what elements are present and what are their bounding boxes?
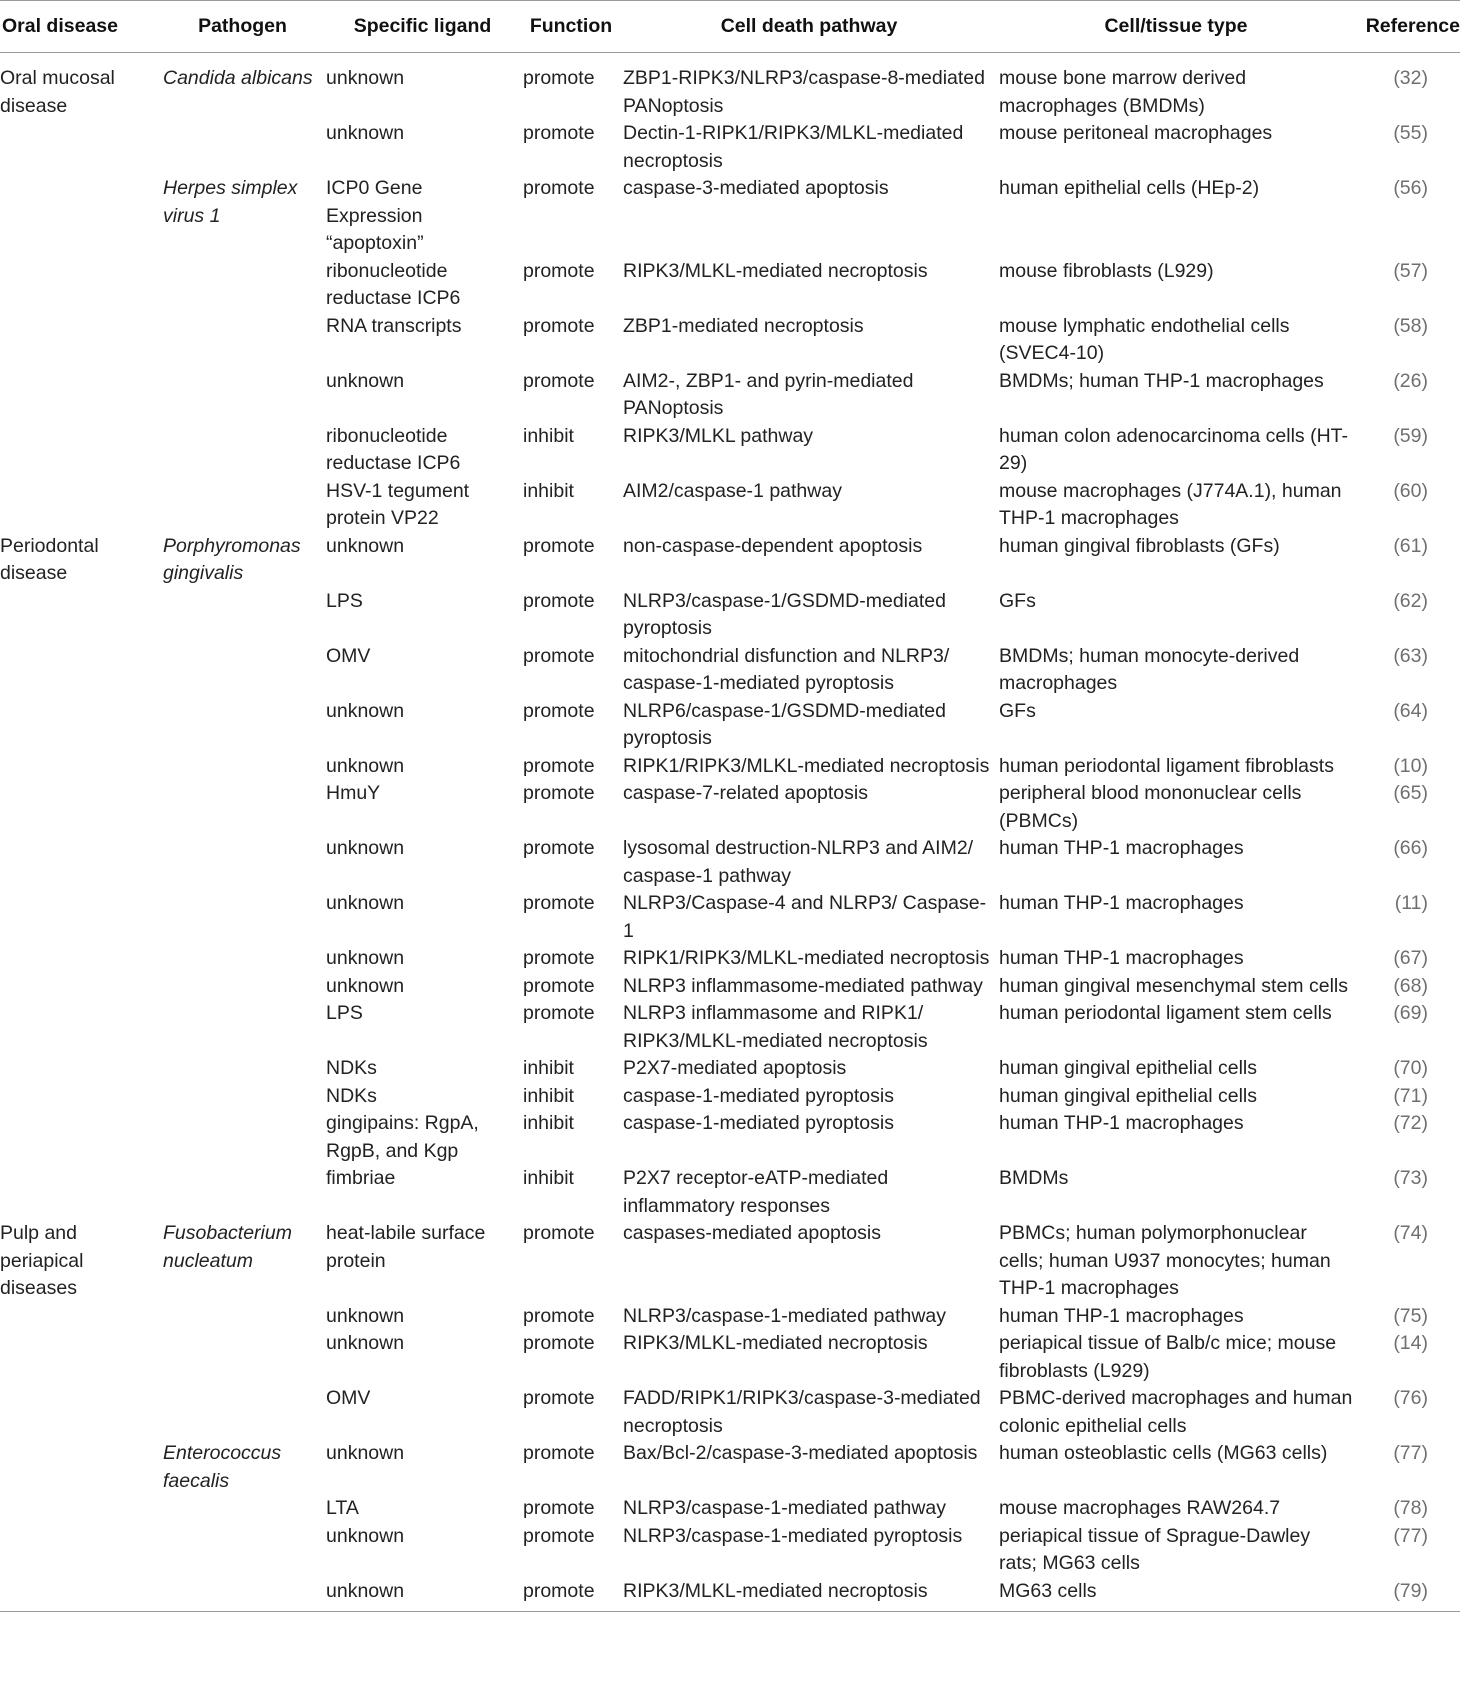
header-row: [0, 1, 1460, 53]
table-row: [0, 423, 1460, 478]
cell-tissue-type: BMDMs; human THP-1 macrophages: [999, 369, 1324, 392]
cell-oral-disease: [0, 120, 161, 175]
cell-pathogen: [161, 1303, 324, 1331]
table-row: [0, 1083, 1460, 1111]
cell-oral-disease: [0, 258, 161, 313]
cell-pathogen: [161, 423, 324, 478]
cell-reference: (66): [1393, 837, 1428, 859]
cell-tissue-type: human THP-1 macrophages: [999, 947, 1244, 969]
cell-reference: (14): [1393, 1332, 1428, 1354]
cell-function: promote: [523, 1387, 595, 1409]
cell-specific-ligand: NDKs: [326, 1057, 377, 1079]
cell-death-pathway: RIPK3/MLKL-mediated necroptosis: [623, 259, 928, 282]
cell-specific-ligand: ICP0 Gene Expression “apoptoxin”: [326, 177, 424, 254]
cell-death-pathway: caspase-1-mediated pyroptosis: [623, 1084, 894, 1107]
table-row: [0, 1110, 1460, 1165]
cell-tissue-type: human periodontal ligament stem cells: [999, 1002, 1332, 1024]
cell-death-pathway: AIM2-, ZBP1- and pyrin-mediated PANoptosis: [623, 369, 914, 419]
cell-function: promote: [523, 1524, 595, 1547]
cell-oral-disease: [0, 1578, 161, 1612]
cell-death-pathway: P2X7-mediated apoptosis: [623, 1057, 847, 1079]
cell-oral-disease: [0, 1495, 161, 1523]
cell-pathogen: [161, 753, 324, 781]
cell-pathogen: [161, 1523, 324, 1578]
cell-specific-ligand: unknown: [326, 1442, 405, 1464]
cell-death-pathway: NLRP3/caspase-1-mediated pathway: [623, 1497, 947, 1519]
cell-death-pathway: P2X7 receptor-eATP-mediated inflammatory responses: [623, 1167, 889, 1217]
pathogen-name: Fusobacterium nucleatum: [163, 1222, 292, 1272]
table-row: [0, 835, 1460, 890]
cell-reference: (78): [1393, 1497, 1428, 1519]
cell-death-pathway: NLRP3/caspase-1-mediated pyroptosis: [623, 1524, 963, 1547]
cell-death-pathway: lysosomal destruction-NLRP3 and AIM2/ caspase-1 pathway: [623, 837, 974, 887]
cell-specific-ligand: ribonucleotide reductase ICP6: [326, 424, 461, 474]
table-row: [0, 313, 1460, 368]
table-row: [0, 478, 1460, 533]
cell-specific-ligand: OMV: [326, 644, 371, 667]
table-row: [0, 120, 1460, 175]
cell-specific-ligand: unknown: [326, 837, 405, 859]
cell-tissue-type: periapical tissue of Sprague-Dawley rats; MG63 cells: [999, 1524, 1311, 1574]
cell-function: promote: [523, 534, 595, 557]
cell-oral-disease: [0, 368, 161, 423]
cell-specific-ligand: LPS: [326, 1002, 363, 1024]
cell-oral-disease: [0, 1440, 161, 1495]
cell-death-pathway: ZBP1-mediated necroptosis: [623, 314, 864, 337]
cell-tissue-type: human colon adenocarcinoma cells (HT-29): [999, 424, 1349, 474]
cell-reference: (60): [1393, 479, 1428, 502]
cell-tissue-type: human THP-1 macrophages: [999, 1304, 1244, 1327]
cell-pathogen: [161, 588, 324, 643]
cell-reference: (77): [1393, 1442, 1428, 1464]
cell-pathogen: [161, 1385, 324, 1440]
table-row: [0, 643, 1460, 698]
cell-pathogen: [161, 1055, 324, 1083]
header-cell-tissue-type: Cell/tissue type: [997, 1, 1355, 53]
cell-reference: (26): [1393, 369, 1428, 392]
cell-tissue-type: human THP-1 macrophages: [999, 1112, 1244, 1134]
cell-pathogen: [161, 945, 324, 973]
cell-death-pathway: NLRP3/caspase-1/GSDMD-mediated pyroptosis: [623, 589, 946, 639]
cell-function: promote: [523, 1002, 595, 1024]
table-row: [0, 1165, 1460, 1220]
cell-oral-disease: [0, 175, 161, 258]
cell-function: promote: [523, 782, 595, 804]
cell-reference: (68): [1393, 974, 1428, 997]
cell-specific-ligand: unknown: [326, 67, 405, 89]
cell-function: promote: [523, 589, 595, 612]
cell-specific-ligand: fimbriae: [326, 1167, 396, 1189]
cell-pathogen: [161, 1083, 324, 1111]
cell-pathogen: [161, 1440, 324, 1495]
cell-oral-disease: [0, 835, 161, 890]
cell-death-pathway: ZBP1-RIPK3/NLRP3/caspase-8-mediated PANoptosis: [623, 67, 985, 117]
cell-oral-disease: [0, 313, 161, 368]
table-row: [0, 368, 1460, 423]
cell-tissue-type: human THP-1 macrophages: [999, 837, 1244, 859]
cell-pathogen: [161, 643, 324, 698]
cell-specific-ligand: unknown: [326, 892, 405, 914]
cell-pathogen: [161, 1165, 324, 1220]
cell-function: promote: [523, 644, 595, 667]
cell-reference: (32): [1393, 67, 1428, 89]
cell-pathogen: [161, 835, 324, 890]
cell-function: promote: [523, 974, 595, 997]
cell-oral-disease: [0, 1385, 161, 1440]
cell-specific-ligand: unknown: [326, 1524, 405, 1547]
table-row: [0, 1495, 1460, 1523]
cell-death-pathway: NLRP6/caspase-1/GSDMD-mediated pyroptosis: [623, 699, 946, 749]
cell-pathogen: [161, 1330, 324, 1385]
header-pathogen: Pathogen: [161, 1, 324, 53]
cell-pathogen: [161, 533, 324, 588]
table-row: [0, 780, 1460, 835]
cell-tissue-type: human osteoblastic cells (MG63 cells): [999, 1442, 1328, 1464]
cell-death-pathway: caspase-7-related apoptosis: [623, 782, 868, 804]
table-row: [0, 1220, 1460, 1303]
cell-oral-disease: [0, 588, 161, 643]
table-body: [0, 53, 1460, 1612]
table-row: [0, 1523, 1460, 1578]
cell-tissue-type: mouse fibroblasts (L929): [999, 259, 1214, 282]
cell-death-pathway: RIPK3/MLKL-mediated necroptosis: [623, 1332, 928, 1354]
cell-tissue-type: human gingival epithelial cells: [999, 1057, 1257, 1079]
cell-oral-disease: [0, 1523, 161, 1578]
cell-pathogen: [161, 1495, 324, 1523]
cell-function: promote: [523, 947, 595, 969]
header-cell-death-pathway: Cell death pathway: [621, 1, 997, 53]
cell-oral-disease: Oral mucosal disease: [0, 67, 115, 117]
cell-specific-ligand: unknown: [326, 122, 405, 144]
cell-pathogen: [161, 175, 324, 258]
cell-function: inhibit: [523, 1167, 574, 1189]
cell-pathogen: [161, 1110, 324, 1165]
cell-specific-ligand: RNA transcripts: [326, 314, 462, 337]
cell-function: promote: [523, 892, 595, 914]
cell-specific-ligand: NDKs: [326, 1084, 377, 1107]
cell-death-pathway: Bax/Bcl-2/caspase-3-mediated apoptosis: [623, 1442, 978, 1464]
table-row: [0, 1330, 1460, 1385]
table-row: [0, 588, 1460, 643]
cell-reference: (57): [1393, 259, 1428, 282]
cell-oral-disease: [0, 1165, 161, 1220]
cell-death-pathway: caspase-3-mediated apoptosis: [623, 177, 889, 199]
cell-function: promote: [523, 67, 595, 89]
cell-death-pathway: RIPK1/RIPK3/MLKL-mediated necroptosis: [623, 947, 990, 969]
cell-death-pathway: NLRP3 inflammasome-mediated pathway: [623, 974, 983, 997]
header-function: Function: [521, 1, 621, 53]
cell-reference: (64): [1393, 699, 1428, 722]
cell-function: inhibit: [523, 479, 574, 502]
cell-function: promote: [523, 1442, 595, 1464]
cell-oral-disease: [0, 945, 161, 973]
cell-reference: (73): [1393, 1167, 1428, 1189]
cell-oral-disease: [0, 1110, 161, 1165]
cell-specific-ligand: unknown: [324, 1578, 521, 1612]
cell-death-pathway: Dectin-1-RIPK1/RIPK3/MLKL-mediated necroptosis: [623, 122, 964, 172]
cell-reference: (79): [1355, 1578, 1460, 1612]
cell-tissue-type: mouse bone marrow derived macrophages (BMDMs): [999, 67, 1247, 117]
cell-specific-ligand: unknown: [326, 369, 405, 392]
cell-oral-disease: Pulp and periapical diseases: [0, 1222, 84, 1299]
header-reference: Reference: [1355, 1, 1460, 53]
cell-reference: (74): [1393, 1222, 1428, 1244]
cell-reference: (10): [1393, 754, 1428, 777]
cell-function: promote: [523, 699, 595, 722]
cell-tissue-type: peripheral blood mononuclear cells (PBMCs): [999, 782, 1302, 832]
cell-oral-disease: Periodontal disease: [0, 534, 99, 584]
cell-tissue-type: human gingival epithelial cells: [999, 1084, 1257, 1107]
pathogen-name: Enterococcus faecalis: [163, 1442, 282, 1492]
cell-tissue-type: periapical tissue of Balb/c mice; mouse fibroblasts (L929): [999, 1332, 1337, 1382]
cell-tissue-type: MG63 cells: [997, 1578, 1355, 1612]
cell-reference: (72): [1393, 1112, 1428, 1134]
header-specific-ligand: Specific ligand: [324, 1, 521, 53]
table-row: [0, 1440, 1460, 1495]
cell-oral-disease: [0, 1303, 161, 1331]
cell-reference: (63): [1393, 644, 1428, 667]
cell-oral-disease: [0, 1083, 161, 1111]
cell-specific-ligand: unknown: [326, 974, 405, 997]
cell-tissue-type: human epithelial cells (HEp-2): [999, 177, 1260, 199]
table-row: [0, 753, 1460, 781]
cell-function: promote: [523, 1497, 595, 1519]
cell-specific-ligand: ribonucleotide reductase ICP6: [326, 259, 461, 309]
cell-oral-disease: [0, 423, 161, 478]
cell-death-pathway: non-caspase-dependent apoptosis: [623, 534, 923, 557]
cell-death-pathway: caspases-mediated apoptosis: [623, 1222, 881, 1244]
cell-function: promote: [523, 837, 595, 859]
cell-oral-disease: [0, 973, 161, 1001]
cell-death-pathway: NLRP3/Caspase-4 and NLRP3/ Caspase-1: [623, 892, 987, 942]
cell-tissue-type: GFs: [999, 589, 1036, 612]
cell-reference: (55): [1393, 122, 1428, 144]
cell-pathogen: [161, 258, 324, 313]
table-row: [0, 53, 1460, 121]
cell-tissue-type: mouse macrophages RAW264.7: [999, 1497, 1281, 1519]
cell-pathogen: [161, 478, 324, 533]
cell-oral-disease: [0, 890, 161, 945]
cell-death-pathway: NLRP3/caspase-1-mediated pathway: [623, 1304, 947, 1327]
cell-specific-ligand: HmuY: [326, 782, 381, 804]
cell-tissue-type: mouse macrophages (J774A.1), human THP-1 macrophages: [999, 479, 1342, 529]
table-row: [0, 945, 1460, 973]
pathogen-name: Candida albicans: [163, 67, 313, 89]
cell-pathogen: [161, 973, 324, 1001]
cell-death-pathway: mitochondrial disfunction and NLRP3/ caspase-1-mediated pyroptosis: [623, 644, 950, 694]
cell-reference: (67): [1393, 947, 1428, 969]
table-row: [0, 1385, 1460, 1440]
cell-death-pathway: FADD/RIPK1/RIPK3/caspase-3-mediated necroptosis: [623, 1387, 981, 1437]
cell-specific-ligand: unknown: [326, 754, 405, 777]
cell-function: promote: [521, 1578, 621, 1612]
cell-specific-ligand: gingipains: RgpA, RgpB, and Kgp: [326, 1112, 479, 1162]
cell-tissue-type: BMDMs: [999, 1167, 1069, 1189]
cell-function: inhibit: [523, 1084, 574, 1107]
cell-death-pathway: NLRP3 inflammasome and RIPK1/ RIPK3/MLKL-mediated necroptosis: [623, 1002, 928, 1052]
cell-death-pathway: RIPK3/MLKL-mediated necroptosis: [621, 1578, 997, 1612]
table-header: [0, 1, 1460, 53]
cell-function: inhibit: [523, 1057, 574, 1079]
cell-function: promote: [523, 1304, 595, 1327]
cell-pathogen: [161, 1220, 324, 1303]
cell-reference: (77): [1393, 1524, 1428, 1547]
table-row: [0, 258, 1460, 313]
cell-function: inhibit: [523, 1112, 574, 1134]
cell-specific-ligand: LTA: [326, 1497, 359, 1519]
cell-pathogen: [161, 1578, 324, 1612]
cell-pathogen: [161, 120, 324, 175]
cell-oral-disease: [0, 753, 161, 781]
cell-reference: (71): [1393, 1084, 1428, 1107]
cell-specific-ligand: unknown: [326, 1304, 405, 1327]
cell-function: promote: [523, 314, 595, 337]
cell-function: promote: [523, 754, 595, 777]
cell-pathogen: [161, 53, 324, 121]
cell-specific-ligand: OMV: [326, 1387, 371, 1409]
cell-function: promote: [523, 177, 595, 199]
table-row: [0, 973, 1460, 1001]
cell-oral-disease: [0, 1330, 161, 1385]
cell-reference: (76): [1393, 1387, 1428, 1409]
cell-pathogen: [161, 890, 324, 945]
cell-death-pathway: AIM2/caspase-1 pathway: [623, 479, 842, 502]
cell-specific-ligand: unknown: [326, 534, 405, 557]
cell-function: promote: [523, 259, 595, 282]
cell-tissue-type: human periodontal ligament fibroblasts: [999, 754, 1334, 777]
cell-oral-disease: [0, 1055, 161, 1083]
table-row: [0, 698, 1460, 753]
pathogen-name: Herpes simplex virus 1: [163, 177, 298, 227]
cell-death-pathway: caspase-1-mediated pyroptosis: [623, 1112, 894, 1134]
cell-reference: (69): [1393, 1002, 1428, 1024]
cell-reference: (56): [1393, 177, 1428, 199]
table-row: [0, 1055, 1460, 1083]
cell-pathogen: [161, 313, 324, 368]
cell-specific-ligand: unknown: [326, 699, 405, 722]
cell-specific-ligand: heat-labile surface protein: [326, 1222, 486, 1272]
table-row: [0, 1578, 1460, 1612]
cell-tissue-type: mouse peritoneal macrophages: [999, 122, 1273, 144]
cell-oral-disease: [0, 643, 161, 698]
cell-reference: (11): [1394, 892, 1428, 914]
cell-function: inhibit: [523, 424, 574, 447]
cell-specific-ligand: unknown: [326, 1332, 405, 1354]
cell-function: promote: [523, 1222, 595, 1244]
cell-tissue-type: BMDMs; human monocyte-derived macrophages: [999, 644, 1300, 694]
table-row: [0, 1000, 1460, 1055]
cell-tissue-type: human gingival mesenchymal stem cells: [999, 974, 1348, 997]
table-row: [0, 533, 1460, 588]
cell-tissue-type: human gingival fibroblasts (GFs): [999, 534, 1280, 557]
cell-tissue-type: GFs: [999, 699, 1036, 722]
cell-tissue-type: human THP-1 macrophages: [999, 892, 1244, 914]
cell-specific-ligand: unknown: [326, 947, 405, 969]
cell-reference: (70): [1393, 1057, 1428, 1079]
cell-specific-ligand: LPS: [326, 589, 363, 612]
table-row: [0, 1303, 1460, 1331]
cell-oral-disease: [0, 780, 161, 835]
header-oral-disease: Oral disease: [0, 1, 161, 53]
cell-death-pathway: RIPK3/MLKL pathway: [623, 424, 814, 447]
cell-reference: (62): [1393, 589, 1428, 612]
cell-pathogen: [161, 780, 324, 835]
cell-tissue-type: PBMC-derived macrophages and human colonic epithelial cells: [999, 1387, 1353, 1437]
cell-reference: (58): [1393, 314, 1428, 337]
cell-pathogen: [161, 698, 324, 753]
cell-oral-disease: [0, 698, 161, 753]
cell-pathogen: [161, 1000, 324, 1055]
pathogen-name: Porphyromonas gingivalis: [163, 534, 301, 584]
cell-oral-disease: [0, 478, 161, 533]
cell-reference: (59): [1393, 424, 1428, 447]
cell-reference: (61): [1393, 534, 1428, 557]
cell-function: promote: [523, 369, 595, 392]
cell-tissue-type: PBMCs; human polymorphonuclear cells; human U937 monocytes; human THP-1 macrophages: [999, 1222, 1331, 1299]
cell-oral-disease: [0, 1000, 161, 1055]
table-row: [0, 890, 1460, 945]
cell-function: promote: [523, 122, 595, 144]
cell-function: promote: [523, 1332, 595, 1354]
cell-reference: (65): [1393, 782, 1428, 804]
cell-reference: (75): [1393, 1304, 1428, 1327]
table-row: [0, 175, 1460, 258]
cell-tissue-type: mouse lymphatic endothelial cells (SVEC4-10): [999, 314, 1290, 364]
cell-death-pathway: RIPK1/RIPK3/MLKL-mediated necroptosis: [623, 754, 990, 777]
cell-specific-ligand: HSV-1 tegument protein VP22: [326, 479, 470, 529]
cell-pathogen: [161, 368, 324, 423]
